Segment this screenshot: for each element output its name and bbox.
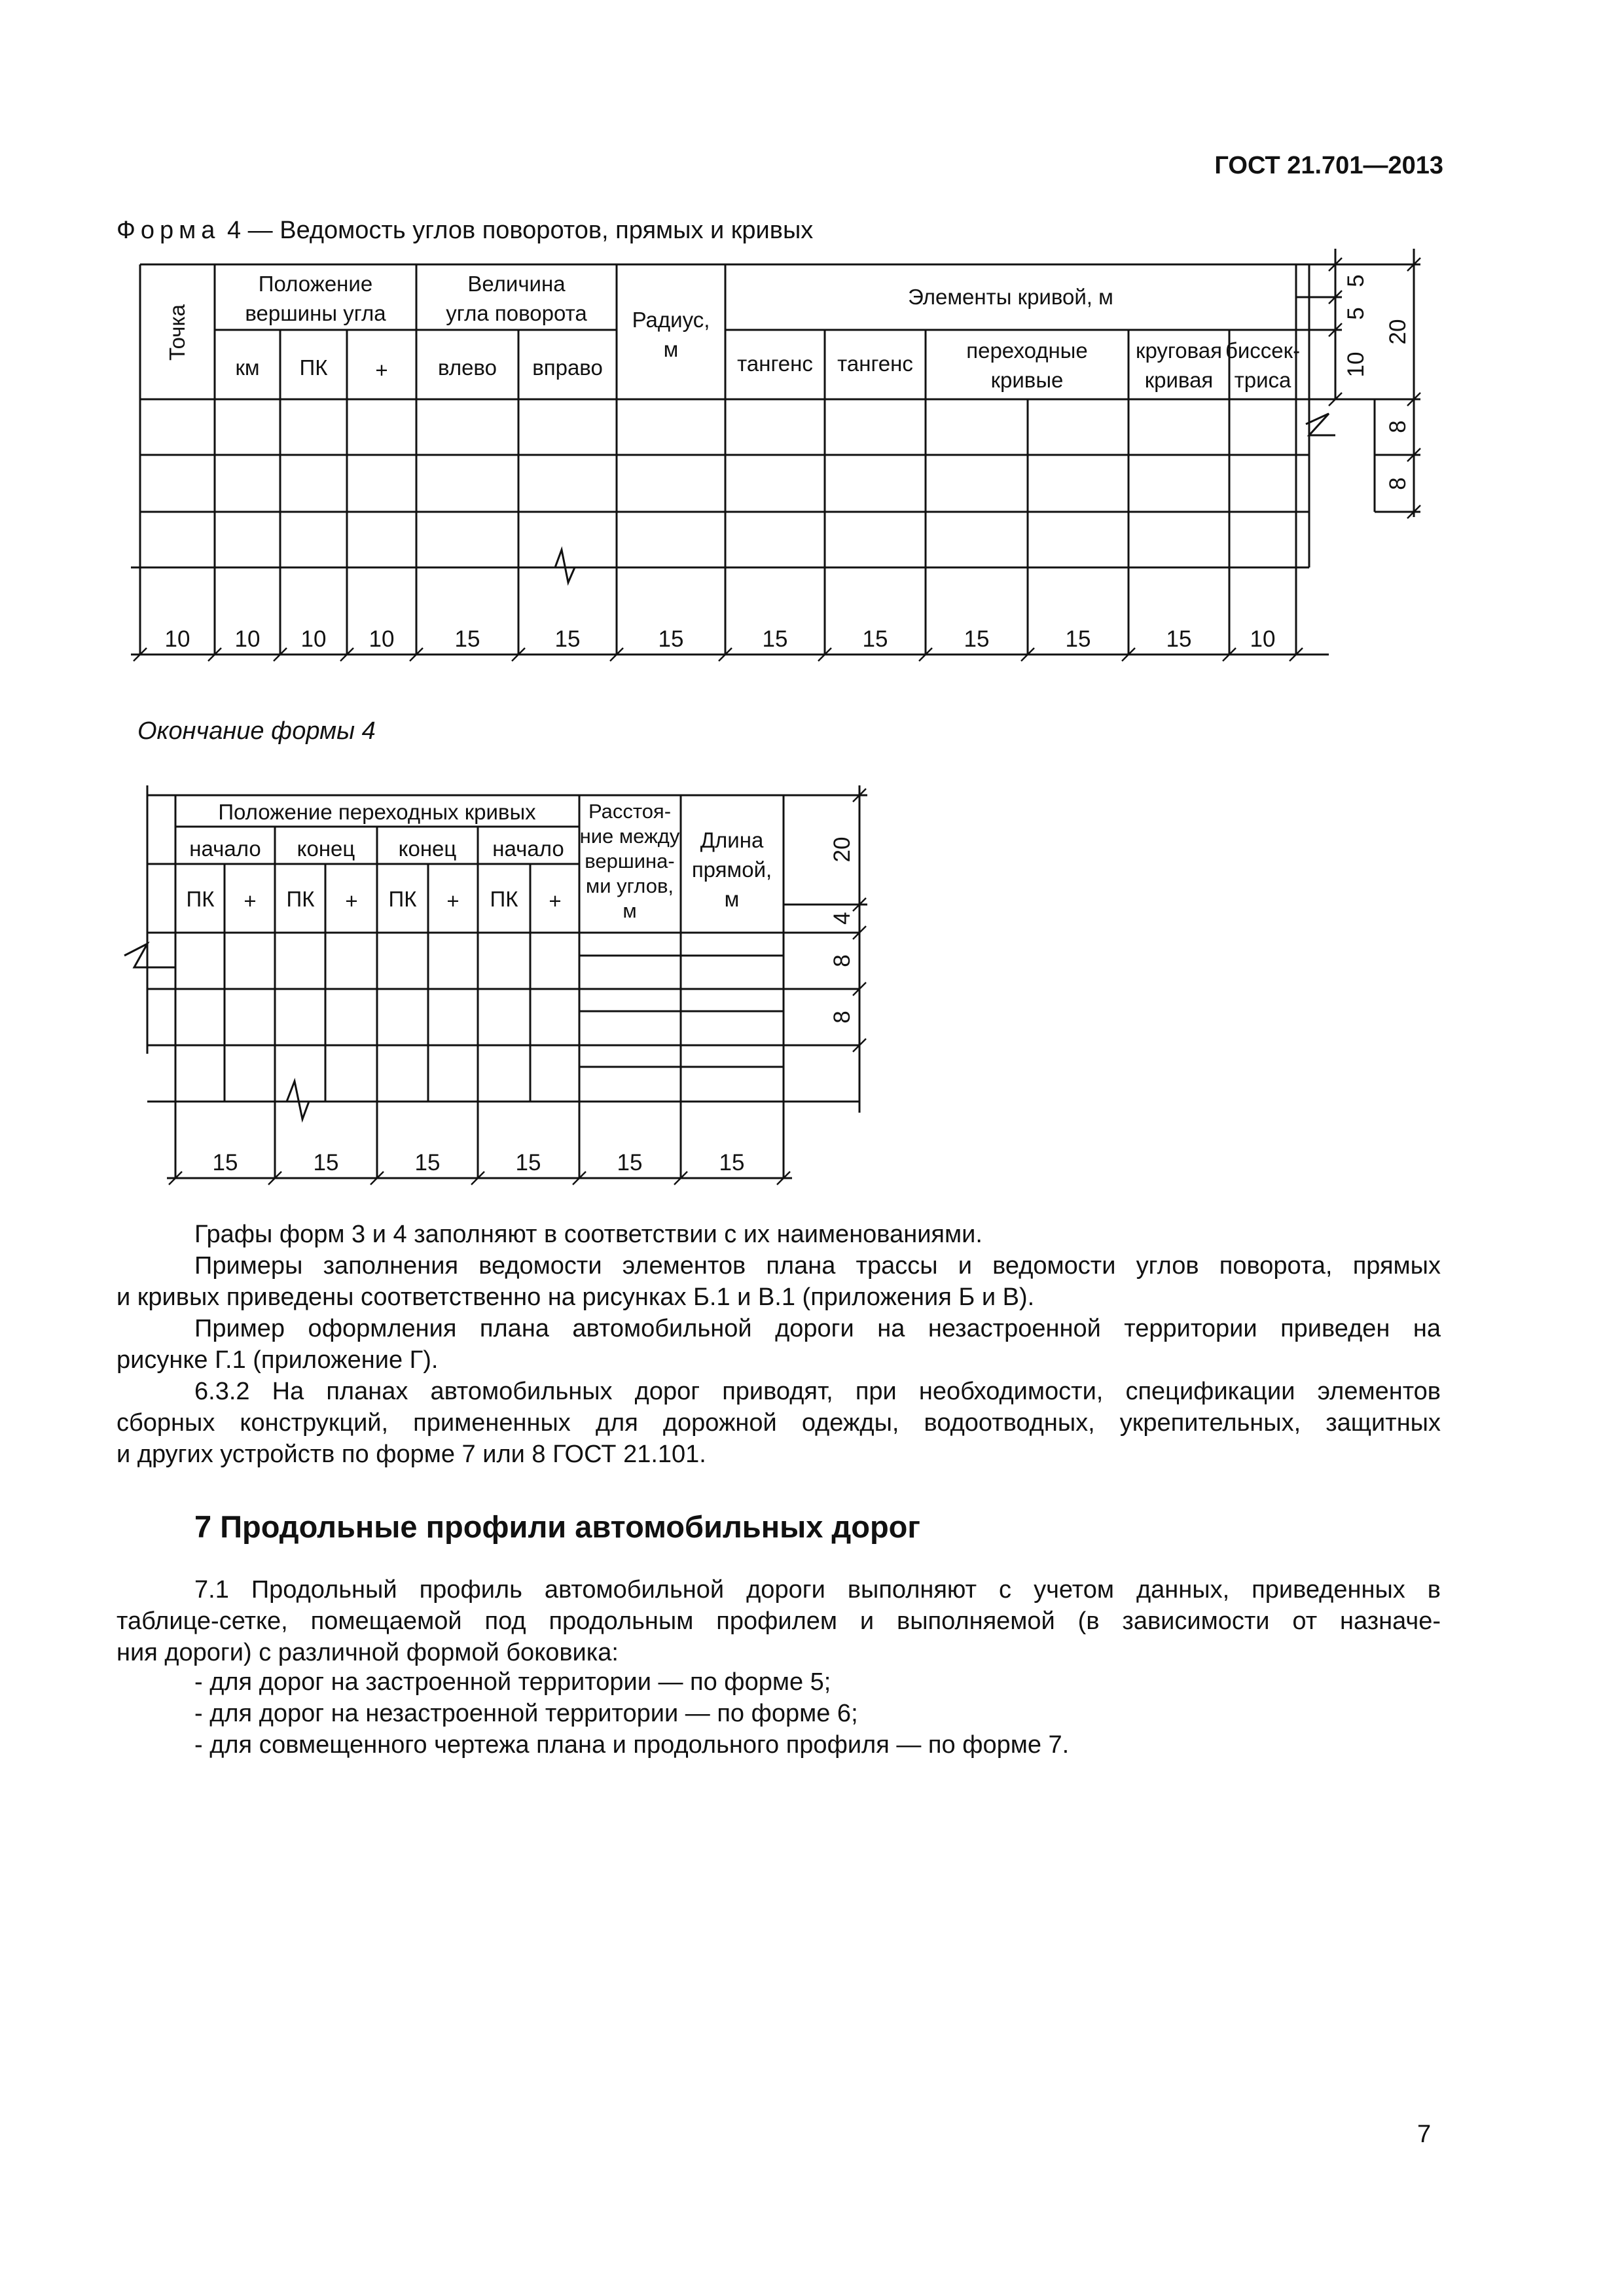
hdr-rasst-4: ми углов,: [585, 874, 674, 897]
dim-row-5b: 5: [1343, 307, 1369, 320]
hdr-elementy: Элементы кривой, м: [908, 285, 1113, 309]
document-code: ГОСТ 21.701—2013: [1214, 152, 1443, 179]
p4-line-1: 6.3.2 На планах автомобильных дорог приводят, при необходимости, спецификации элементов: [194, 1378, 1441, 1405]
list-item: - для совмещенного чертежа плана и продольного профиля — по форме 7.: [194, 1731, 1070, 1759]
dim-col-3: 10: [300, 626, 327, 652]
paragraph-3: [117, 1313, 1441, 1376]
dim2-col-2: 15: [313, 1150, 339, 1175]
hdr-velichina-1: Величина: [467, 272, 566, 296]
hdr-tangens-2: тангенс: [837, 351, 913, 376]
hdr-krugovaya-2: кривая: [1144, 368, 1214, 392]
dim2-row-8a: 8: [829, 954, 855, 967]
list-item: - для дорог на застроенной территории — по форме 5;: [194, 1668, 831, 1696]
form4-end-caption: Окончание формы 4: [137, 717, 376, 745]
form4-table: [0, 0, 1624, 707]
dim-row-5a: 5: [1343, 274, 1369, 287]
p4-line-2: сборных конструкций, примененных для дорожной одежды, водоотводных, укрепительных, защитных: [117, 1409, 1441, 1437]
dim-col-13: 10: [1250, 626, 1276, 652]
hdr-radius-2: м: [663, 337, 679, 361]
hdr-vlevo: влево: [438, 355, 497, 380]
dim-col-9: 15: [862, 626, 888, 652]
form4-caption-word: Форма: [117, 217, 221, 244]
hdr-polozhenie-2: вершины угла: [245, 301, 386, 325]
hdr-rasst-2: ние между: [579, 825, 680, 848]
paragraph-1: [117, 1219, 1441, 1250]
page-number: 7: [1417, 2121, 1432, 2148]
hdr-dlina-1: Длина: [700, 828, 764, 852]
hdr-polozhenie-1: Положение: [258, 272, 373, 296]
hdr-konec-2: конец: [398, 836, 457, 861]
hdr-pk: ПК: [299, 355, 328, 380]
p5-line-2: таблице-сетке, помещаемой под продольным профилем и выполняемой (в зависимости от назначе-: [117, 1607, 1441, 1635]
paragraph-5: [117, 1574, 1441, 1668]
paragraph-4: [117, 1376, 1441, 1470]
dim-col-6: 15: [554, 626, 581, 652]
dim-col-12: 15: [1166, 626, 1192, 652]
hdr-plus: +: [375, 358, 388, 382]
form4-caption-text: 4 — Ведомость углов поворотов, прямых и кривых: [220, 217, 814, 244]
dim2-col-3: 15: [414, 1150, 441, 1175]
list-item: - для дорог на незастроенной территории — по форме 6;: [194, 1700, 858, 1727]
hdr-dlina-3: м: [724, 887, 740, 911]
p5-line-3: ния дороги) с различной формой боковика:: [117, 1639, 619, 1666]
hdr-rasst-3: вершина-: [585, 850, 675, 872]
hdr-vpravo: вправо: [532, 355, 603, 380]
dim2-col-6: 15: [719, 1150, 745, 1175]
p3-line-1: Пример оформления плана автомобильной дороги на незастроенной территории приведен на: [194, 1315, 1441, 1342]
section-title: 7 Продольные профили автомобильных дорог: [194, 1509, 920, 1544]
dim-col-4: 10: [369, 626, 395, 652]
dim-col-11: 15: [1065, 626, 1091, 652]
p2-line-1: Примеры заполнения ведомости элементов плана трассы и ведомости углов поворота, прямых: [194, 1252, 1441, 1280]
hdr-pk-1: ПК: [186, 887, 215, 911]
hdr-velichina-2: угла поворота: [446, 301, 587, 325]
hdr-konec-1: конец: [297, 836, 355, 861]
dim2-row-20: 20: [829, 836, 855, 863]
hdr-perekhodnye-1: переходные: [966, 338, 1088, 363]
hdr-pk-4: ПК: [490, 887, 518, 911]
hdr-krugovaya-1: круговая: [1136, 338, 1222, 363]
p2-line-2: и кривых приведены соответственно на рисунках Б.1 и В.1 (приложения Б и В).: [117, 1283, 1035, 1311]
dim2-row-8b: 8: [829, 1011, 855, 1024]
dim-col-7: 15: [658, 626, 684, 652]
hdr-plus-3: +: [446, 889, 460, 913]
hdr-nachalo-1: начало: [189, 836, 261, 861]
dim-col-2: 10: [234, 626, 261, 652]
hdr-rasst-5: м: [623, 899, 637, 922]
hdr-bissektrisa-2: триса: [1234, 368, 1291, 392]
dim-col-10: 15: [964, 626, 990, 652]
dim2-col-1: 15: [212, 1150, 238, 1175]
hdr-rasst-1: Расстоя-: [588, 800, 672, 823]
dim-col-5: 15: [454, 626, 480, 652]
dim-row-10: 10: [1343, 351, 1369, 378]
p5-line-1: 7.1 Продольный профиль автомобильной дороги выполняют с учетом данных, приведенных в: [194, 1576, 1441, 1604]
hdr-plus-1: +: [244, 889, 257, 913]
hdr-dlina-2: прямой,: [691, 857, 772, 882]
dim-col-8: 15: [762, 626, 788, 652]
dim-row-8a: 8: [1385, 420, 1411, 433]
form4-end-table: [0, 759, 1624, 1191]
hdr-nachalo-2: начало: [492, 836, 564, 861]
dim-row-20: 20: [1385, 319, 1411, 345]
hdr-pk-2: ПК: [286, 887, 315, 911]
hdr-bissektrisa-1: биссек-: [1225, 338, 1301, 363]
dim2-col-4: 15: [515, 1150, 541, 1175]
dim-col-1: 10: [164, 626, 190, 652]
hdr-plus-4: +: [549, 889, 562, 913]
hdr-pk-3: ПК: [388, 887, 417, 911]
hdr-perekhodnye-2: кривые: [990, 368, 1064, 392]
hdr-polozhenie-perekhodnykh: Положение переходных кривых: [218, 800, 536, 824]
dim2-col-5: 15: [617, 1150, 643, 1175]
hdr-km: км: [235, 355, 260, 380]
hdr-plus-2: +: [345, 889, 358, 913]
col-tochka: Точка: [165, 304, 189, 361]
dim-row-8b: 8: [1385, 477, 1411, 490]
hdr-radius-1: Радиус,: [632, 308, 710, 332]
hdr-tangens-1: тангенс: [737, 351, 813, 376]
p3-line-2: рисунке Г.1 (приложение Г).: [117, 1346, 439, 1374]
p1-line-1: Графы форм 3 и 4 заполняют в соответствии с их наименованиями.: [194, 1221, 983, 1248]
dim2-row-4: 4: [829, 912, 855, 925]
p4-line-3: и других устройств по форме 7 или 8 ГОСТ 21.101.: [117, 1441, 706, 1468]
paragraph-2: [117, 1250, 1441, 1313]
